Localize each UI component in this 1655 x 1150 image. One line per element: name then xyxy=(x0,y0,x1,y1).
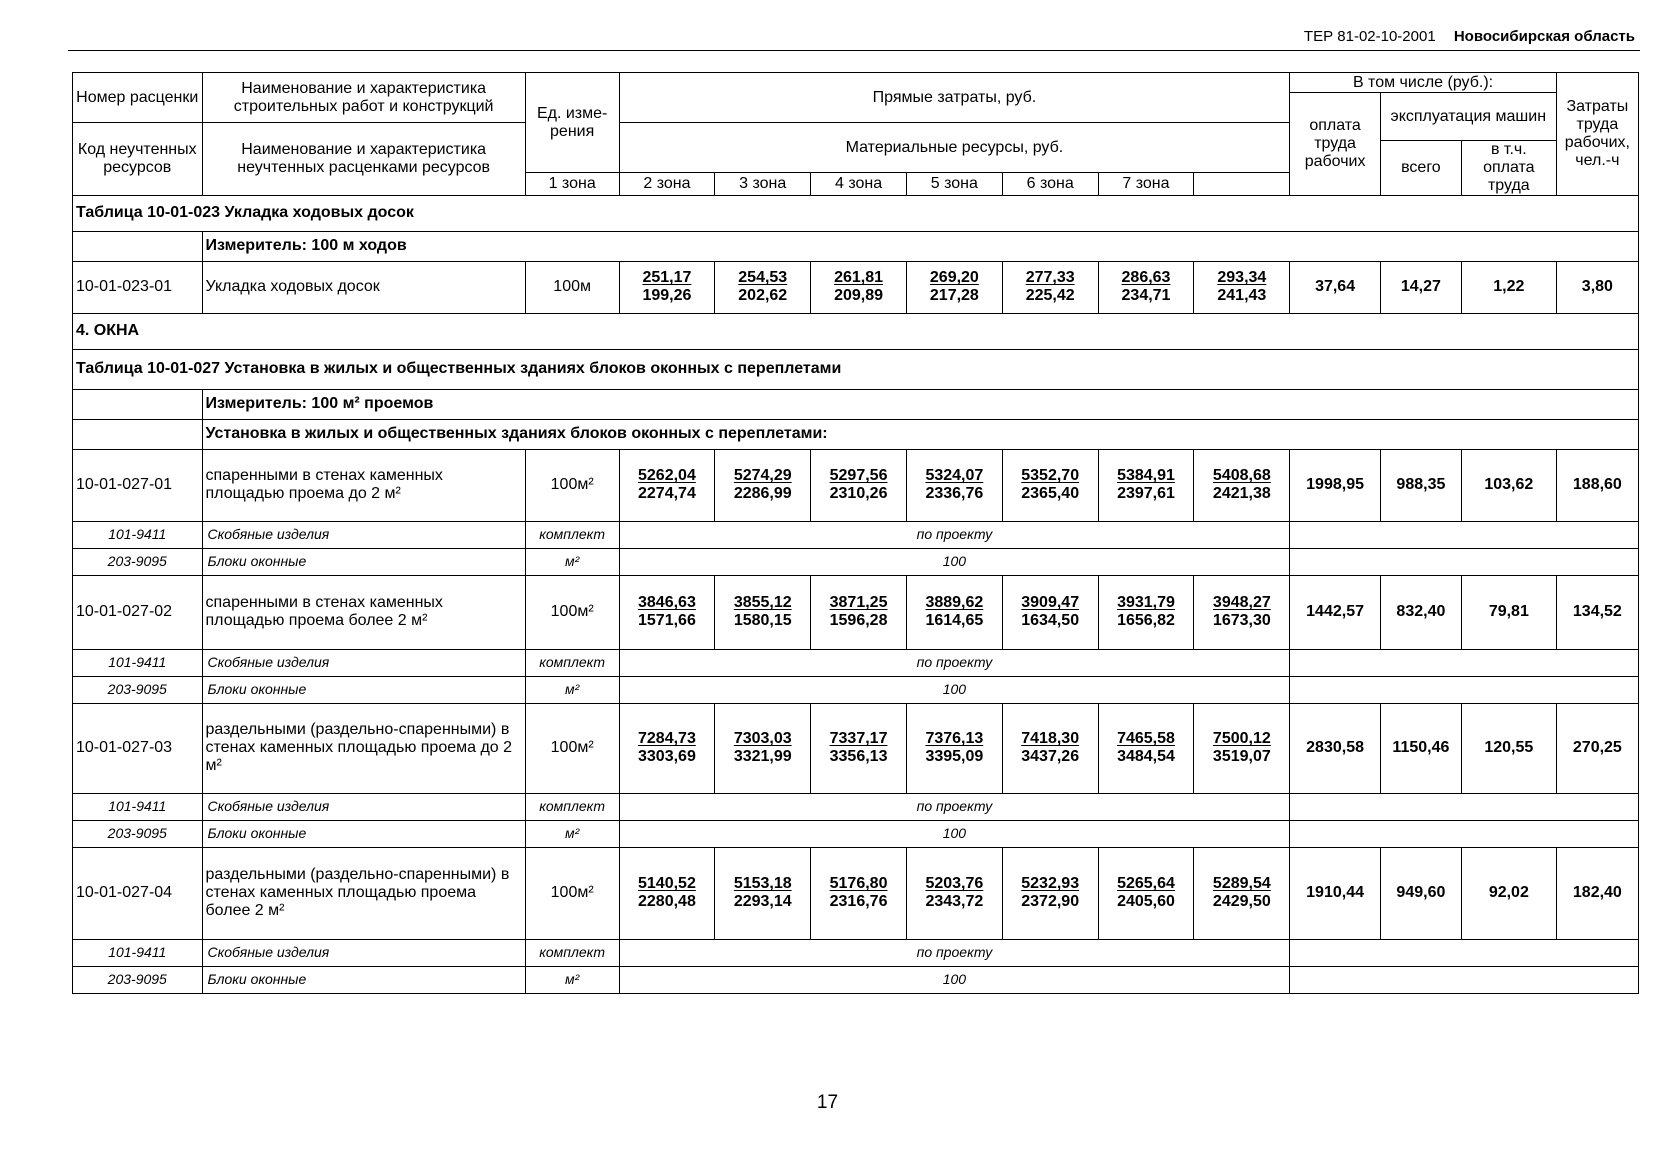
labor-pay: 1910,44 xyxy=(1290,847,1381,939)
table-027-subtitle: Установка в жилых и общественных зданиях блоков оконных с переплетами: xyxy=(202,419,1638,449)
labor-hours: 270,25 xyxy=(1556,703,1638,793)
price-total: 3948,27 xyxy=(1212,594,1271,612)
machine-labor: 120,55 xyxy=(1461,703,1556,793)
zone-price xyxy=(1002,847,1098,939)
machine-labor: 92,02 xyxy=(1461,847,1556,939)
price-labor: 3356,13 xyxy=(829,748,888,766)
price-total: 3909,47 xyxy=(1021,594,1080,612)
price-labor: 2280,48 xyxy=(638,893,696,911)
rate-unit: 100м² xyxy=(525,575,619,649)
rate-name: спаренными в стенах каменных площадью проема до 2 м² xyxy=(202,449,525,521)
zone-header-7: 7 зона xyxy=(1098,173,1194,195)
machine-total: 14,27 xyxy=(1380,261,1461,313)
price-total: 5153,18 xyxy=(733,875,792,893)
zone-price xyxy=(1098,449,1194,521)
price-total: 5289,54 xyxy=(1212,875,1271,893)
col-material-resources: Материальные ресурсы, руб. xyxy=(619,123,1290,173)
zone-price xyxy=(715,449,811,521)
zone-price xyxy=(1194,847,1290,939)
machine-labor: 79,81 xyxy=(1461,575,1556,649)
resource-name: Блоки оконные xyxy=(202,548,525,575)
resource-unit: комплект xyxy=(525,939,619,966)
resource-unit: комплект xyxy=(525,521,619,548)
price-total: 3931,79 xyxy=(1117,594,1175,612)
empty-cell xyxy=(73,389,203,419)
zone-header-4: 4 зона xyxy=(811,173,907,195)
labor-pay: 1442,57 xyxy=(1290,575,1381,649)
zone-price xyxy=(906,575,1002,649)
price-labor: 2365,40 xyxy=(1021,485,1080,503)
empty-cell xyxy=(73,231,203,261)
zone-price xyxy=(811,703,907,793)
rate-name: спаренными в стенах каменных площадью проема более 2 м² xyxy=(202,575,525,649)
price-labor: 3395,09 xyxy=(925,748,984,766)
zone-price xyxy=(1194,575,1290,649)
empty-cell xyxy=(1290,939,1639,966)
resource-code: 101-9411 xyxy=(73,649,203,676)
table-023-measure: Измеритель: 100 м ходов xyxy=(202,231,1638,261)
zone-price xyxy=(1002,449,1098,521)
rate-row xyxy=(73,261,1639,313)
resource-unit: м² xyxy=(525,676,619,703)
resource-row xyxy=(73,548,1639,575)
price-total: 7303,03 xyxy=(733,730,792,748)
empty-cell xyxy=(1290,820,1639,847)
price-total: 7337,17 xyxy=(829,730,888,748)
rate-unit: 100м² xyxy=(525,847,619,939)
price-labor: 1673,30 xyxy=(1212,612,1271,630)
rate-unit: 100м² xyxy=(525,449,619,521)
price-labor: 2336,76 xyxy=(925,485,984,503)
zone-price xyxy=(906,703,1002,793)
price-total: 3889,62 xyxy=(925,594,984,612)
price-total: 7500,12 xyxy=(1212,730,1271,748)
zone-price xyxy=(811,575,907,649)
empty-cell xyxy=(1290,649,1639,676)
price-labor: 1571,66 xyxy=(638,612,696,630)
col-unit: Ед. изме-рения xyxy=(525,73,619,173)
price-labor: 2405,60 xyxy=(1117,893,1175,911)
price-total: 5203,76 xyxy=(925,875,984,893)
machine-labor: 1,22 xyxy=(1461,261,1556,313)
price-total: 5265,64 xyxy=(1117,875,1175,893)
resource-code: 203-9095 xyxy=(73,676,203,703)
resource-code: 203-9095 xyxy=(73,548,203,575)
zone-price xyxy=(619,449,715,521)
col-machine-op: эксплуатация машин xyxy=(1380,93,1556,141)
price-labor: 1634,50 xyxy=(1021,612,1080,630)
price-labor: 3321,99 xyxy=(733,748,792,766)
rate-row xyxy=(73,703,1639,793)
price-total: 5232,93 xyxy=(1021,875,1080,893)
price-total: 3846,63 xyxy=(638,594,696,612)
zone-price: 261,81 209,89 xyxy=(811,261,907,313)
price-labor: 2343,72 xyxy=(925,893,984,911)
price-labor: 2286,99 xyxy=(733,485,792,503)
price-labor: 2316,76 xyxy=(829,893,888,911)
resource-value: по проекту xyxy=(619,939,1290,966)
resource-name: Скобяные изделия xyxy=(202,939,525,966)
zone-price: 293,34 241,43 xyxy=(1194,261,1290,313)
price-labor: 3437,26 xyxy=(1021,748,1080,766)
price-labor: 2397,61 xyxy=(1117,485,1175,503)
labor-pay: 37,64 xyxy=(1290,261,1381,313)
price-labor: 3484,54 xyxy=(1117,748,1175,766)
col-machine-total: всего xyxy=(1380,141,1461,196)
price-labor: 2310,26 xyxy=(829,485,888,503)
table-023-title: Таблица 10-01-023 Укладка ходовых досок xyxy=(73,195,1639,231)
labor-hours: 3,80 xyxy=(1556,261,1638,313)
zone-price xyxy=(619,575,715,649)
rate-code: 10-01-023-01 xyxy=(73,261,203,313)
zone-price xyxy=(1098,847,1194,939)
zone-price xyxy=(1098,575,1194,649)
price-total: 5384,91 xyxy=(1117,467,1175,485)
price-labor: 3303,69 xyxy=(638,748,696,766)
resource-name: Блоки оконные xyxy=(202,966,525,993)
rate-unit: 100м xyxy=(525,261,619,313)
zone-price xyxy=(1002,703,1098,793)
resource-code: 203-9095 xyxy=(73,820,203,847)
labor-pay: 1998,95 xyxy=(1290,449,1381,521)
resource-unit: комплект xyxy=(525,649,619,676)
resource-name: Блоки оконные xyxy=(202,676,525,703)
price-total: 3855,12 xyxy=(733,594,792,612)
rate-code: 10-01-027-04 xyxy=(73,847,203,939)
zone-header-5: 5 зона xyxy=(906,173,1002,195)
zone-price xyxy=(715,847,811,939)
col-rate-number: Номер расценки xyxy=(73,73,203,123)
empty-cell xyxy=(73,419,203,449)
price-total: 7465,58 xyxy=(1117,730,1175,748)
resource-unit: комплект xyxy=(525,793,619,820)
zone-header-1: 1 зона xyxy=(525,173,619,195)
zone-price xyxy=(1098,703,1194,793)
price-total: 7284,73 xyxy=(638,730,696,748)
resource-value: по проекту xyxy=(619,793,1290,820)
price-labor: 1614,65 xyxy=(925,612,984,630)
empty-cell xyxy=(1290,793,1639,820)
price-total: 5352,70 xyxy=(1021,467,1080,485)
machine-total: 1150,46 xyxy=(1380,703,1461,793)
machine-total: 988,35 xyxy=(1380,449,1461,521)
resource-code: 203-9095 xyxy=(73,966,203,993)
resource-row xyxy=(73,649,1639,676)
zone-price xyxy=(811,847,907,939)
rate-code: 10-01-027-02 xyxy=(73,575,203,649)
resource-value: 100 xyxy=(619,966,1290,993)
zone-header-3: 3 зона xyxy=(715,173,811,195)
price-total: 5176,80 xyxy=(829,875,888,893)
price-total: 7376,13 xyxy=(925,730,984,748)
zone-price: 286,63 234,71 xyxy=(1098,261,1194,313)
zone-price xyxy=(715,575,811,649)
price-total: 5140,52 xyxy=(638,875,696,893)
resource-name: Скобяные изделия xyxy=(202,793,525,820)
rates-table xyxy=(72,72,1639,994)
document-code: ТЕР 81-02-10-2001 xyxy=(1303,28,1436,45)
table-027-measure: Измеритель: 100 м² проемов xyxy=(202,389,1638,419)
zone-header-6: 6 зона xyxy=(1002,173,1098,195)
zone-price xyxy=(619,847,715,939)
zone-price: 254,53 202,62 xyxy=(715,261,811,313)
rate-row xyxy=(73,575,1639,649)
running-header xyxy=(1304,28,1635,45)
price-labor: 3519,07 xyxy=(1212,748,1271,766)
section-title: 4. ОКНА xyxy=(73,313,1639,349)
price-labor: 2293,14 xyxy=(733,893,792,911)
col-work-name: Наименование и характеристика строительных работ и конструкций xyxy=(202,73,525,123)
zone-price: 251,17 199,26 xyxy=(619,261,715,313)
resource-value: 100 xyxy=(619,676,1290,703)
page-number: 17 xyxy=(816,1092,839,1113)
empty-cell xyxy=(1290,521,1639,548)
col-resource-name: Наименование и характеристика неучтенных расценками ресурсов xyxy=(202,123,525,196)
header-rule xyxy=(68,50,1640,51)
resource-unit: м² xyxy=(525,820,619,847)
col-direct-costs: Прямые затраты, руб. xyxy=(619,73,1290,123)
zone-price xyxy=(1002,575,1098,649)
resource-code: 101-9411 xyxy=(73,939,203,966)
zone-price xyxy=(619,703,715,793)
price-total: 5408,68 xyxy=(1212,467,1271,485)
price-total: 3871,25 xyxy=(829,594,888,612)
rate-row xyxy=(73,847,1639,939)
price-labor: 1580,15 xyxy=(733,612,792,630)
labor-hours: 134,52 xyxy=(1556,575,1638,649)
resource-name: Блоки оконные xyxy=(202,820,525,847)
region-name: Новосибирская область xyxy=(1453,28,1635,45)
resource-value: 100 xyxy=(619,548,1290,575)
price-labor: 2429,50 xyxy=(1212,893,1271,911)
zone-price xyxy=(1194,449,1290,521)
zone-price: 269,20 217,28 xyxy=(906,261,1002,313)
price-labor: 2372,90 xyxy=(1021,893,1080,911)
zone-price: 277,33 225,42 xyxy=(1002,261,1098,313)
resource-value: 100 xyxy=(619,820,1290,847)
resource-row xyxy=(73,939,1639,966)
labor-hours: 188,60 xyxy=(1556,449,1638,521)
resource-value: по проекту xyxy=(619,521,1290,548)
resource-row xyxy=(73,676,1639,703)
price-labor: 2421,38 xyxy=(1212,485,1271,503)
empty-cell xyxy=(1290,676,1639,703)
empty-cell xyxy=(1290,966,1639,993)
price-total: 7418,30 xyxy=(1021,730,1080,748)
price-total: 5274,29 xyxy=(733,467,792,485)
resource-row xyxy=(73,820,1639,847)
rate-unit: 100м² xyxy=(525,703,619,793)
col-labor-pay: оплата труда рабочих xyxy=(1290,93,1381,196)
empty-cell xyxy=(1290,548,1639,575)
resource-row xyxy=(73,966,1639,993)
rate-name: раздельными (раздельно-спаренными) в стенах каменных площадью проема до 2 м² xyxy=(202,703,525,793)
zone-price xyxy=(1194,703,1290,793)
rate-code: 10-01-027-01 xyxy=(73,449,203,521)
resource-row xyxy=(73,521,1639,548)
rate-name: раздельными (раздельно-спаренными) в стенах каменных площадью проема более 2 м² xyxy=(202,847,525,939)
price-total: 5324,07 xyxy=(925,467,984,485)
zone-price xyxy=(906,449,1002,521)
zone-price xyxy=(906,847,1002,939)
price-total: 5262,04 xyxy=(638,467,696,485)
zone-header-2: 2 зона xyxy=(619,173,715,195)
price-labor: 1596,28 xyxy=(829,612,888,630)
price-labor: 1656,82 xyxy=(1117,612,1175,630)
col-including: В том числе (руб.): xyxy=(1290,73,1556,93)
resource-name: Скобяные изделия xyxy=(202,521,525,548)
table-027-title: Таблица 10-01-027 Установка в жилых и общественных зданиях блоков оконных с переплетами xyxy=(73,349,1639,389)
machine-total: 832,40 xyxy=(1380,575,1461,649)
zone-price xyxy=(715,703,811,793)
resource-unit: м² xyxy=(525,548,619,575)
rate-row xyxy=(73,449,1639,521)
resource-code: 101-9411 xyxy=(73,521,203,548)
resource-code: 101-9411 xyxy=(73,793,203,820)
machine-labor: 103,62 xyxy=(1461,449,1556,521)
col-resource-code: Код неучтенных ресурсов xyxy=(73,123,203,196)
price-labor: 2274,74 xyxy=(638,485,696,503)
resource-name: Скобяные изделия xyxy=(202,649,525,676)
price-total: 5297,56 xyxy=(829,467,888,485)
resource-row xyxy=(73,793,1639,820)
labor-pay: 2830,58 xyxy=(1290,703,1381,793)
machine-total: 949,60 xyxy=(1380,847,1461,939)
col-labor-hours: Затраты труда рабочих, чел.-ч xyxy=(1556,73,1638,196)
rate-name: Укладка ходовых досок xyxy=(202,261,525,313)
zone-price xyxy=(811,449,907,521)
col-machine-labor: в т.ч. оплата труда xyxy=(1461,141,1556,196)
labor-hours: 182,40 xyxy=(1556,847,1638,939)
rate-code: 10-01-027-03 xyxy=(73,703,203,793)
resource-unit: м² xyxy=(525,966,619,993)
resource-value: по проекту xyxy=(619,649,1290,676)
